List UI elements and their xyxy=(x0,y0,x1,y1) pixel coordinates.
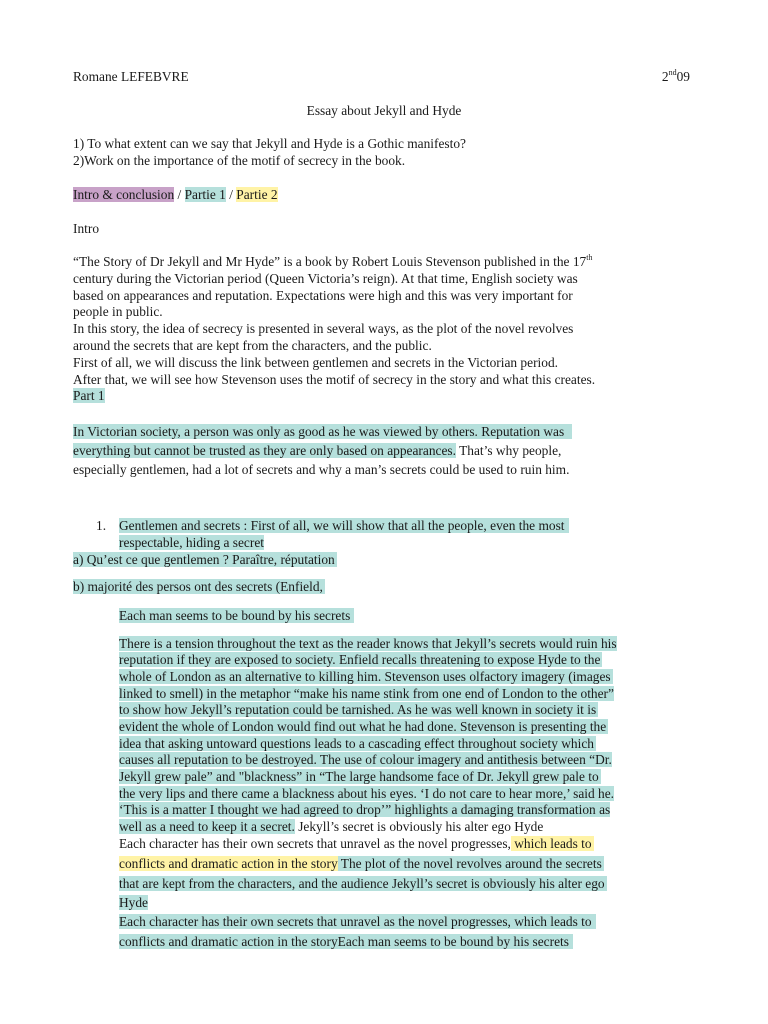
intro-line: After that, we will see how Stevenson uses the motif of secrecy in the story and what this creates. xyxy=(73,372,596,387)
part-1-text: Part 1 xyxy=(73,388,105,403)
outline-text: a) Qu’est ce que gentlemen ? Paraître, réputation xyxy=(73,552,335,567)
para-line: especially gentlemen, had a lot of secrets and why a man’s secrets could be used to ruin him. xyxy=(73,462,570,477)
part-1-label xyxy=(73,388,105,404)
intro-heading: Intro xyxy=(73,221,100,236)
secrets-text: conflicts and dramatic action in the story xyxy=(119,856,338,871)
tension-line xyxy=(119,686,614,702)
tension-line xyxy=(119,769,601,785)
secrets-line xyxy=(119,855,604,873)
intro-line: around the secrets that are kept from the characters, and the public. xyxy=(73,338,432,353)
secrets-text: which leads to xyxy=(510,836,592,851)
intro-line: people in public. xyxy=(73,304,163,319)
tension-line xyxy=(119,736,596,752)
legend-partie-2: Partie 2 xyxy=(236,187,278,202)
tension-line xyxy=(119,702,598,718)
list-number: 1. xyxy=(96,518,107,533)
tension-line xyxy=(119,819,543,835)
tension-line xyxy=(119,752,612,768)
tension-line xyxy=(119,636,617,652)
legend-separator: / xyxy=(174,187,185,202)
tension-text: evident the whole of London would find out what he had done. Stevenson is presenting the xyxy=(119,719,607,734)
secrets-line xyxy=(119,933,573,951)
essay-title: Essay about Jekyll and Hyde xyxy=(306,103,462,118)
tension-text: linked to smell) in the metaphor “make his name stink from one end of London to the other” xyxy=(119,686,614,701)
tension-line xyxy=(119,802,610,818)
intro-line xyxy=(73,254,592,270)
tension-line xyxy=(119,652,602,668)
intro-line: century during the Victorian period (Queen Victoria’s reign). At that time, English society was xyxy=(73,271,578,286)
para-text: That’s why people, xyxy=(455,443,562,458)
question-1: 1) To what extent can we say that Jekyll and Hyde is a Gothic manifesto? xyxy=(73,136,466,151)
tension-line xyxy=(119,669,613,685)
intro-line-text: “The Story of Dr Jekyll and Mr Hyde” is a book by Robert Louis Stevenson published in the 17 xyxy=(73,254,587,269)
outline-text: Gentlemen and secrets : First of all, we will show that all the people, even the most xyxy=(119,518,569,533)
intro-line: based on appearances and reputation. Expectations were high and this was very important for xyxy=(73,288,573,303)
date-number: 2 xyxy=(661,69,669,84)
secrets-text: Each character has their own secrets that unravel as the novel progresses, which leads to xyxy=(119,914,596,929)
outline-text: b) majorité des persos ont des secrets (Enfield, xyxy=(73,579,323,594)
para-line xyxy=(73,441,561,460)
secrets-line xyxy=(119,894,148,912)
tension-text: idea that asking untoward questions leads to a cascading effect throughout society which xyxy=(119,736,594,751)
secrets-text: that are kept from the characters, and the audience Jekyll’s secret is obviously his alter ego xyxy=(119,876,605,891)
para-text: everything but cannot be trusted as they are only based on appearances. xyxy=(73,443,456,458)
secrets-line xyxy=(119,836,594,852)
secrets-text: Each character has their own secrets that unravel as the novel progresses, xyxy=(119,836,511,851)
tension-line xyxy=(119,719,608,735)
outline-item xyxy=(119,535,264,551)
color-legend xyxy=(73,187,278,203)
para-text: In Victorian society, a person was only as good as he was viewed by others. Reputation was xyxy=(73,424,572,439)
tension-text: Jekyll grew pale” and "blackness” in “The large handsome face of Dr. Jekyll grew pale to xyxy=(119,769,599,784)
outline-item xyxy=(119,518,569,534)
para-line xyxy=(73,422,572,441)
secrets-text: Hyde xyxy=(119,895,149,910)
question-2: 2)Work on the importance of the motif of secrecy in the book. xyxy=(73,153,406,168)
outline-text: respectable, hiding a secret xyxy=(119,535,264,550)
legend-intro-conclusion: Intro & conclusion xyxy=(73,187,175,202)
tension-text: well as a need to keep it a secret. xyxy=(119,819,295,834)
date-rest: 09 xyxy=(676,69,690,84)
tension-text: whole of London as an alternative to killing him. Stevenson uses olfactory imagery (images xyxy=(119,669,611,684)
tension-text: There is a tension throughout the text as the reader knows that Jekyll’s secrets would ruin his xyxy=(119,636,617,651)
ordinal-suffix: th xyxy=(586,253,593,262)
secrets-text: The plot of the novel revolves around the secrets xyxy=(337,856,602,871)
tension-line xyxy=(119,786,614,802)
tension-text: the very lips and there came a blackness about his eyes. ‘I do not care to hear more,’ said he. xyxy=(119,786,615,801)
tension-text: to show how Jekyll’s reputation could be tarnished. As he was well known in society it is xyxy=(119,702,597,717)
intro-line: First of all, we will discuss the link between gentlemen and secrets in the Victorian period. xyxy=(73,355,558,370)
bound-text: Each man seems to be bound by his secrets xyxy=(119,608,354,623)
tension-text: reputation if they are exposed to society. Enfield recalls threatening to expose Hyde to the xyxy=(119,652,601,667)
bound-sentence xyxy=(119,608,354,624)
outline-point-a xyxy=(73,552,337,568)
legend-partie-1: Partie 1 xyxy=(184,187,226,202)
date xyxy=(662,69,690,85)
intro-line: In this story, the idea of secrecy is presented in several ways, as the plot of the novel revolves xyxy=(73,321,574,336)
secrets-text: conflicts and dramatic action in the storyEach man seems to be bound by his secrets xyxy=(119,934,573,949)
secrets-line xyxy=(119,875,607,893)
secrets-line xyxy=(119,913,596,931)
legend-separator: / xyxy=(225,187,237,202)
tension-text: Jekyll’s secret is obviously his alter ego Hyde xyxy=(294,819,544,834)
outline-point-b xyxy=(73,579,325,595)
tension-text: ‘This is a matter I thought we had agreed to drop’” highlights a damaging transformation as xyxy=(119,802,611,817)
tension-text: causes all reputation to be destroyed. The use of colour imagery and antithesis between “Dr. xyxy=(119,752,612,767)
author-name: Romane LEFEBVRE xyxy=(73,69,189,84)
date-suffix: nd xyxy=(668,68,677,77)
